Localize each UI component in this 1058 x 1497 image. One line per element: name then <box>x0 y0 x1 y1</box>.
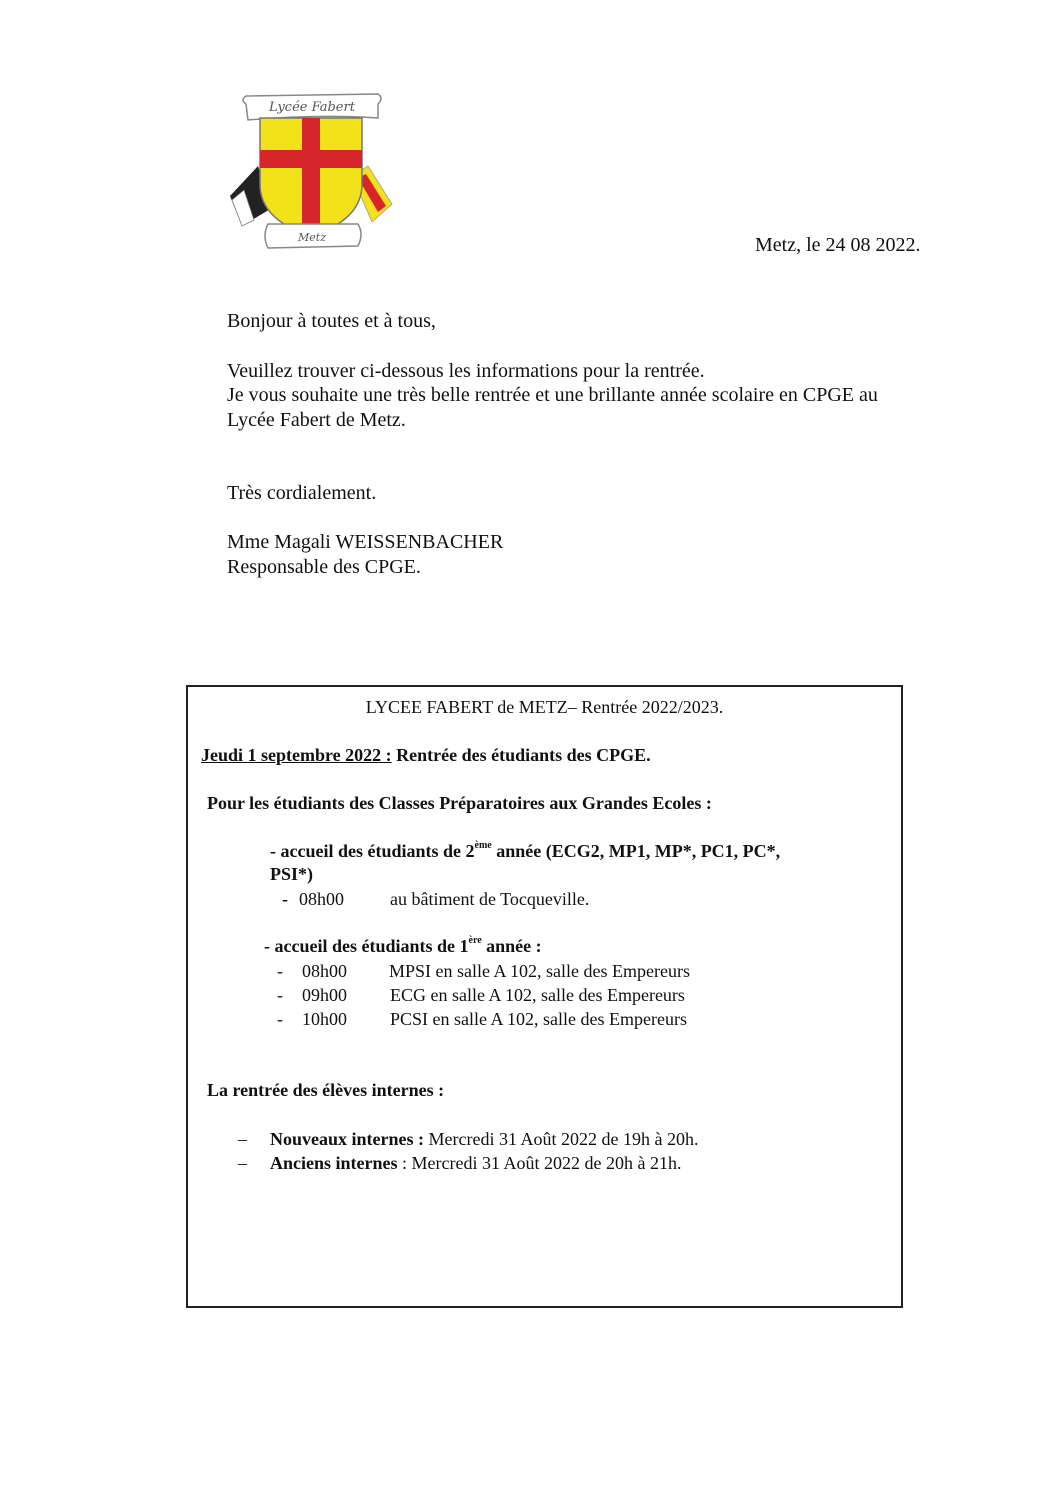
boarders-dash: – <box>238 1153 247 1173</box>
letter-closing: Très cordialement. <box>227 482 377 504</box>
second-year-heading-cont: PSI*) <box>270 864 314 884</box>
notice-date-text: Rentrée des étudiants des CPGE. <box>391 745 651 765</box>
letter-body-line: Lycée Fabert de Metz. <box>227 409 406 431</box>
schedule-time: 09h00 <box>302 985 347 1005</box>
schedule-time: 10h00 <box>302 1009 347 1029</box>
schedule-dash: - <box>277 961 283 981</box>
boarders-dash: – <box>238 1129 247 1149</box>
notice-date-line <box>201 745 651 766</box>
logo-bottom-text: Metz <box>298 231 326 244</box>
schedule-text: au bâtiment de Tocqueville. <box>390 889 590 909</box>
schedule-text: ECG en salle A 102, salle des Empereurs <box>390 985 685 1005</box>
lycee-fabert-logo <box>228 88 394 254</box>
letter-body-line: Je vous souhaite une très belle rentrée et une brillante année scolaire en CPGE au <box>227 384 878 406</box>
schedule-dash: - <box>277 985 283 1005</box>
notice-intro: Pour les étudiants des Classes Préparatoires aux Grandes Ecoles : <box>207 793 712 813</box>
letter-greeting: Bonjour à toutes et à tous, <box>227 310 436 332</box>
logo-top-text: Lycée Fabert <box>269 100 355 115</box>
second-year-heading: - accueil des étudiants de 2ème année (ECG2, MP1, MP*, PC1, PC*, <box>270 840 781 861</box>
schedule-time: 08h00 <box>302 961 347 981</box>
schedule-dash: - <box>277 1009 283 1029</box>
notice-date-label: Jeudi 1 septembre 2022 : <box>201 745 392 765</box>
letter-body-line: Veuillez trouver ci-dessous les informations pour la rentrée. <box>227 360 705 382</box>
notice-box <box>186 685 903 1308</box>
notice-title: LYCEE FABERT de METZ– Rentrée 2022/2023. <box>365 697 724 717</box>
first-year-heading: - accueil des étudiants de 1ère année : <box>264 935 542 956</box>
schedule-dash: - <box>282 889 288 909</box>
boarders-heading: La rentrée des élèves internes : <box>207 1080 445 1100</box>
boarders-item-new: Nouveaux internes : Mercredi 31 Août 2022 de 19h à 20h. <box>270 1129 699 1149</box>
schedule-text: MPSI en salle A 102, salle des Empereurs <box>389 961 690 981</box>
schedule-time: 08h00 <box>299 889 344 909</box>
signature-name: Mme Magali WEISSENBACHER <box>227 531 504 553</box>
boarders-item-old: Anciens internes : Mercredi 31 Août 2022 de 20h à 21h. <box>270 1153 682 1173</box>
schedule-text: PCSI en salle A 102, salle des Empereurs <box>390 1009 687 1029</box>
letter-date: Metz, le 24 08 2022. <box>755 234 921 256</box>
signature-role: Responsable des CPGE. <box>227 556 421 578</box>
